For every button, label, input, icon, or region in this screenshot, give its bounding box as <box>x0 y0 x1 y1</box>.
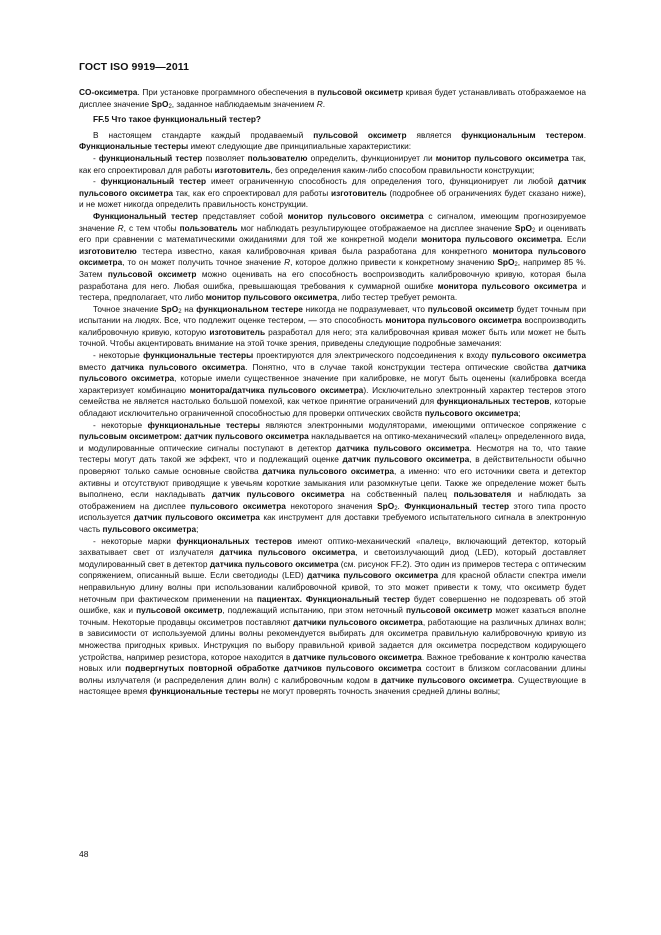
paragraph: CO-оксиметра. При установке программного обеспечения в пульсовой оксиметр кривая будет устанавливать отображаемое на дисплее значение SpO$_2$, заданное наблюдаемым значением R. <box>79 87 586 110</box>
document-body <box>79 87 586 698</box>
list-item: - некоторые марки функциональных тестеров имеют оптико-механический «палец», включающий детектор, который захватывает свет от излучателя датчика пульсового оксиметра, и светоизлучающий диод (LED), который доставляет модулированный свет в детектор датчика пульсового оксиметра (см. рисунок FF.2). Это один из примеров тестера с оптическим сопряжением, описанный выше. Если светодиоды (LED) датчика пульсового оксиметра для красной области спектра имели неправильную длину волны при использовании калибровочной кривой, то это может привести к тому, что оксиметр будет неточным при фактическом применении на пациентах. Функциональный тестер будет совершенно не подозревать об этой ошибке, как и пульсовой оксиметр, подлежащий испытанию, при этом неточный пульсовой оксиметр может казаться вполне точным. Некоторые продавцы оксиметров поставляют датчики пульсового оксиметра, работающие на различных длинах волн; в зависимости от используемой длины волны рекомендуется выбирать для оксиметра правильную калибровочную кривую из множества пригодных кривых. Инструкция по выбору правильной кривой задается для оксиметра посредством кодирующего устройства, например резистора, которое находится в датчике пульсового оксиметра. Важное требование к контролю качества новых или подвергнутых повторной обработке датчиков пульсового оксиметра состоит в близком согласовании длины волны излучателя (и распределения длин волн) с калибровочным кодом в датчике пульсового оксиметра. Существующие в настоящее время функциональные тестеры не могут проверять точность значения средней длины волны; <box>79 535 587 697</box>
list-item: - некоторые функциональные тестеры проектируются для электрического подсоединения к входу пульсового оксиметра вместо датчика пульсового оксиметра. Понятно, что в случае такой конструкции тестера оптические свойства датчика пульсового оксиметра, которые имели существенное значение при калибровке, не могут быть оценены (калибровка всегда характеризует комбинацию монитора/датчика пульсового оксиметра). Исключительно электронный характер тестеров этого семейства не является настолько большой помехой, как четкое принятие ограничений для функциональных тестеров, которые обладают исключительно ограниченной способностью для проверки оптических свойств пульсового оксиметра; <box>79 350 586 419</box>
list-item: - функциональный тестер имеет ограниченную способность для определения того, функционирует ли любой датчик пульсового оксиметра так, как его спроектировал для работы изготовитель (подробнее об ограничениях будет сказано ниже), и не может никогда определить правильность конструкции. <box>79 176 586 210</box>
paragraph: Точное значение SpO$_2$ на функциональном тестере никогда не подразумевает, что пульсовой оксиметр будет точным при испытании на людях. Все, что подлежит оценке тестером, — это способность монитора пульсового оксиметра воспроизводить калибровочную кривую, которую изготовитель разработал для него; эта калибровочная кривая может быть или может не быть точной. Чтобы акцентировать внимание на этой точке зрения, приведены следующие подробные замечания: <box>79 303 587 349</box>
section-heading: FF.5 Что такое функциональный тестер? <box>93 114 261 125</box>
page-header: ГОСТ ISO 9919—2011 <box>79 61 190 73</box>
list-item: - функциональный тестер позволяет пользователю определить, функционирует ли монитор пульсового оксиметра так, как его спроектировал для работы изготовитель, без определения каким-либо способом правильности конструкции; <box>79 152 586 175</box>
paragraph: Функциональный тестер представляет собой монитор пульсового оксиметра с сигналом, имеющим прогнозируемое значение R, с тем чтобы пользователь мог наблюдать результирующее отображаемое на дисплее значение SpO$_2$ и оценивать его при сравнении с математическими ожиданиями для той же конкретной модели монитора пульсового оксиметра. Если изготовителю тестера известно, какая калибровочная кривая была разработана для конкретного монитора пульсового оксиметра, то он может получить точное значение R, которое должно привести к конкретному значению SpO$_2$, например 85 %. Затем пульсовой оксиметр можно оценивать на его способность воспроизводить калибровочную кривую, которая была разработана для него. Любая ошибка, превышающая требования к суммарной ошибке монитора пульсового оксиметра и тестера, предполагает, что либо монитор пульсового оксиметра, либо тестер требует ремонта. <box>79 210 587 303</box>
list-item: - некоторые функциональные тестеры являются электронными модуляторами, имеющими оптическое сопряжение с пульсовым оксиметром: датчик пульсового оксиметра накладывается на оптико-механический «палец» определенного вида, и модулированные оптические сигналы поступают в детектор датчика пульсового оксиметра. Несмотря на то, что такие тестеры могут дать такой же эффект, что и подлежащий оценке датчик пульсового оксиметра, в действительности обычно проверяют только самые основные свойства датчика пульсового оксиметра, а именно: что его источники света и детектор активны и отсутствуют приводящие к увечьям короткие замыкания или разомкнутые цепи. Также же определение может быть выполнено, если накладывать датчик пульсового оксиметра на собственный палец пользователя и наблюдать за отображением на дисплее пульсового оксиметра некоторого значения SpO$_2$. Функциональный тестер этого типа просто используется датчик пульсового оксиметра как инструмент для доставки требуемого испытательного сигнала в электронную часть пульсового оксиметра; <box>79 419 587 534</box>
paragraph: В настоящем стандарте каждый продаваемый пульсовой оксиметр является функциональным тестером. Функциональные тестеры имеют следующие две принципиальные характеристики: <box>79 129 587 152</box>
page-number: 48 <box>79 849 89 859</box>
